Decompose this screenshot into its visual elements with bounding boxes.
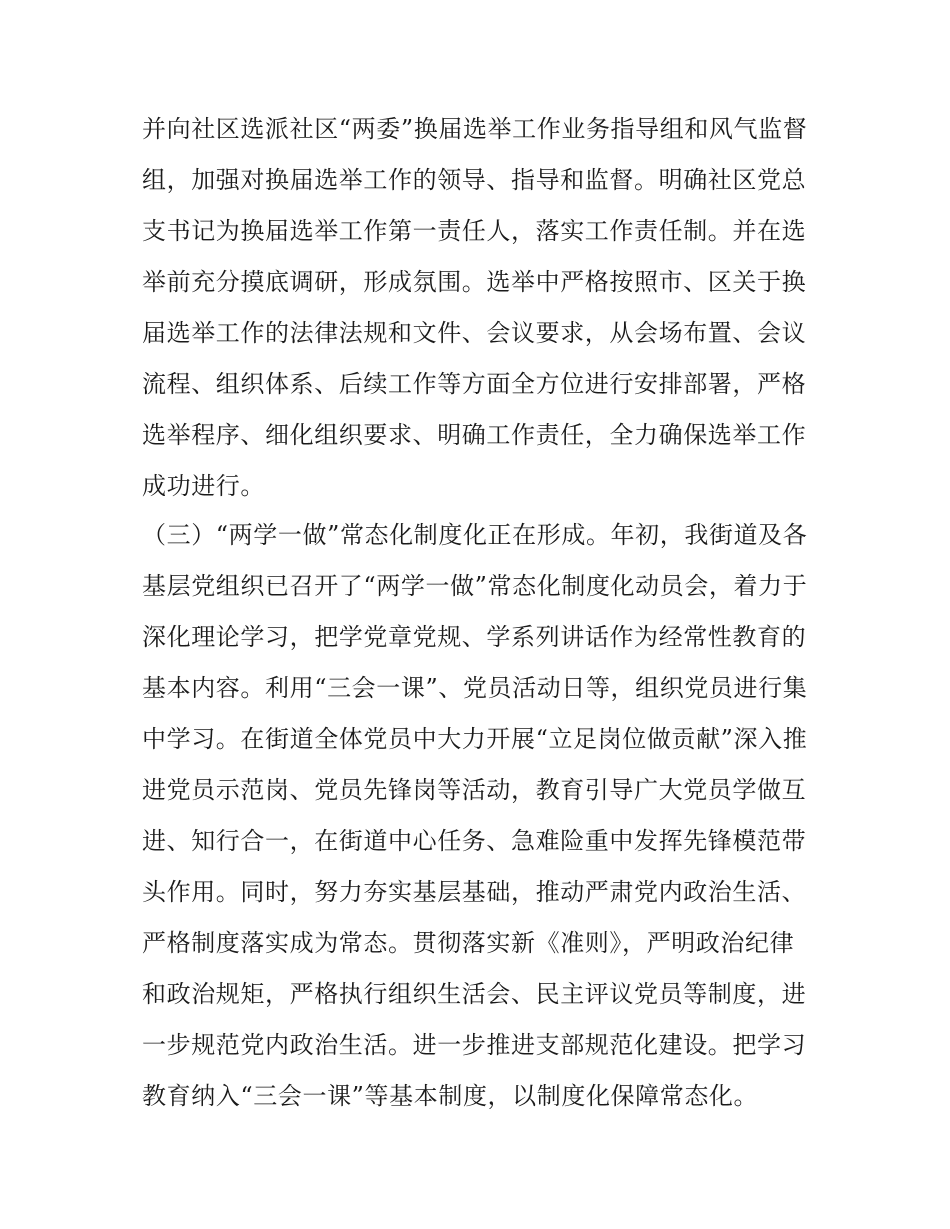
paragraph-election-work	[142, 104, 822, 512]
text-line: 中学习。在街道全体党员中大力开展“立足岗位做贡献”深入推	[142, 725, 808, 753]
paragraph-two-studies-one-action	[142, 510, 822, 1122]
text-line: 基层党组织已召开了“两学一做”常态化制度化动员会，着力于	[142, 572, 808, 600]
text-line: 选举程序、细化组织要求、明确工作责任，全力确保选举工作	[142, 421, 807, 449]
text-line: 组，加强对换届选举工作的领导、指导和监督。明确社区党总	[142, 166, 807, 194]
text-line: 流程、组织体系、后续工作等方面全方位进行安排部署，严格	[142, 370, 807, 398]
text-line: 和政治规矩，严格执行组织生活会、民主评议党员等制度，进	[142, 980, 807, 1008]
text-line: 进、知行合一，在街道中心任务、急难险重中发挥先锋模范带	[142, 827, 807, 855]
text-line: 基本内容。利用“三会一课”、党员活动日等，组织党员进行集	[142, 674, 808, 702]
text-line: 并向社区选派社区“两委”换届选举工作业务指导组和风气监督	[142, 115, 808, 143]
text-line: 成功进行。	[142, 472, 265, 500]
text-line: 一步规范党内政治生活。进一步推进支部规范化建设。把学习	[142, 1031, 807, 1059]
text-line: 头作用。同时，努力夯实基层基础，推动严肃党内政治生活、	[142, 878, 807, 906]
text-line: 支书记为换届选举工作第一责任人，落实工作责任制。并在选	[142, 217, 807, 245]
text-line: 深化理论学习，把学党章党规、学系列讲话作为经常性教育的	[142, 623, 807, 651]
text-line: 举前充分摸底调研，形成氛围。选举中严格按照市、区关于换	[142, 268, 807, 296]
text-line: 教育纳入“三会一课”等基本制度，以制度化保障常态化。	[142, 1082, 759, 1110]
text-line: 严格制度落实成为常态。贯彻落实新《准则》，严明政治纪律	[142, 929, 795, 957]
section-heading-line: （三）“两学一做”常态化制度化正在形成。年初，我街道及各	[142, 521, 808, 549]
text-line: 届选举工作的法律法规和文件、会议要求，从会场布置、会议	[142, 319, 807, 347]
text-line: 进党员示范岗、党员先锋岗等活动，教育引导广大党员学做互	[142, 776, 807, 804]
